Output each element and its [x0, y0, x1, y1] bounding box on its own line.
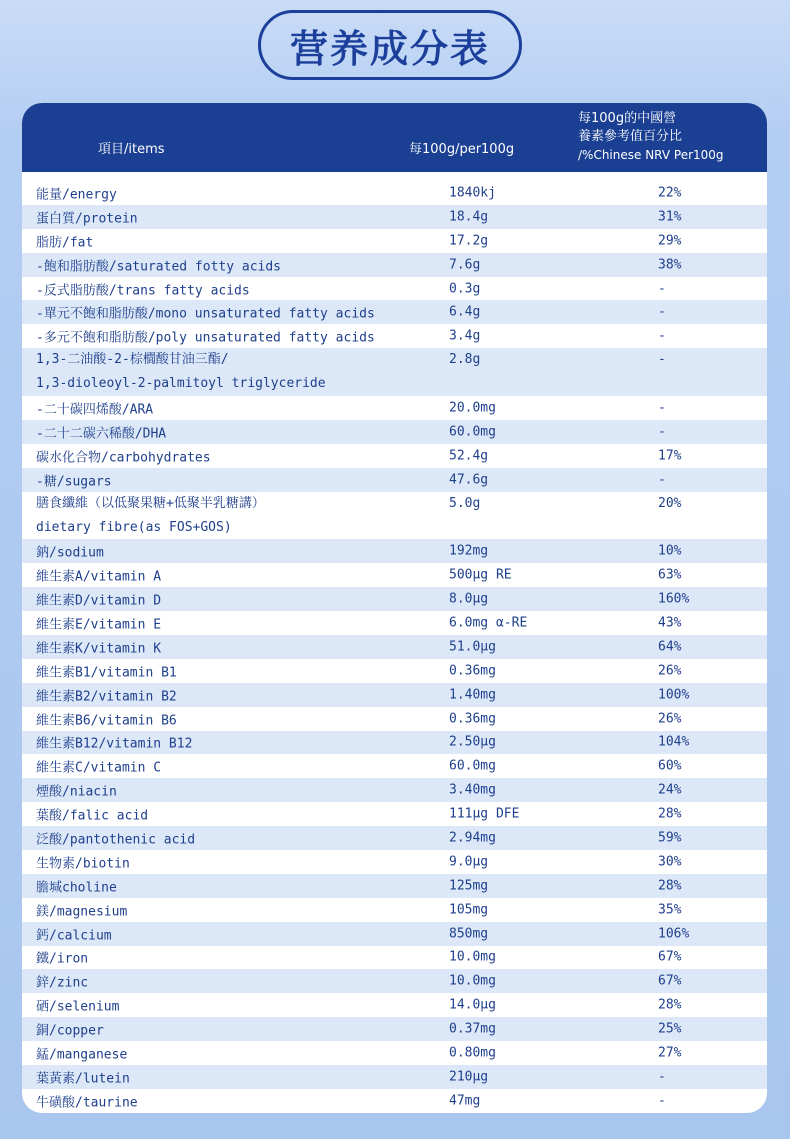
row-item-label: 1,3-二油酸-2-棕櫚酸甘油三酯/: [36, 352, 229, 368]
row-item-label: -糖/sugars: [36, 474, 112, 490]
header-per100g: 每100g/per100g: [409, 142, 515, 157]
row-nrv: -: [658, 424, 666, 440]
row-item: [36, 446, 211, 465]
row-item-label: 維生素B6/vitamin B6: [36, 713, 177, 729]
table-row: [22, 277, 767, 301]
table-row: [22, 587, 767, 611]
row-nrv: -: [658, 1093, 666, 1109]
row-value: 51.0μg: [449, 639, 496, 655]
row-item-label-en: 1,3-dioleoyl-2-palmitoyl triglyceride: [36, 376, 326, 392]
table-row: [22, 205, 767, 229]
header-nrv-line3: /%Chinese NRV Per100g: [578, 148, 724, 162]
row-item: [36, 348, 326, 396]
row-nrv: 106%: [658, 926, 690, 942]
row-item-label: 硒/selenium: [36, 999, 120, 1015]
row-value: 3.40mg: [449, 782, 496, 798]
row-item-label: -飽和脂肪酸/saturated fotty acids: [36, 259, 282, 275]
row-item: [36, 327, 375, 346]
row-item-label: 錳/manganese: [36, 1047, 128, 1063]
table-row: [22, 922, 767, 946]
row-nrv: 31%: [658, 209, 682, 225]
row-nrv: 43%: [658, 615, 682, 631]
row-value: 0.36mg: [449, 711, 496, 727]
table-body: [22, 181, 767, 1113]
table-row: [22, 253, 767, 277]
row-item-label: -二十二碳六稀酸/DHA: [36, 426, 167, 442]
row-item: [36, 948, 88, 967]
table-row: [22, 635, 767, 659]
row-value: 6.0mg α-RE: [449, 615, 528, 631]
row-item: [36, 492, 265, 540]
table-row: [22, 611, 767, 635]
row-value: 105mg: [449, 902, 489, 918]
row-value: 18.4g: [449, 209, 489, 225]
row-item: [36, 614, 161, 633]
row-value: 0.80mg: [449, 1045, 496, 1061]
table-row: [22, 754, 767, 778]
row-item: [36, 279, 250, 298]
row-item-label: 維生素C/vitamin C: [36, 760, 162, 776]
row-nrv: -: [658, 304, 666, 320]
row-value: 0.3g: [449, 281, 481, 296]
row-value: 14.0μg: [449, 997, 496, 1013]
row-value: 10.0mg: [449, 973, 496, 989]
row-item-label: 牛磺酸/taurine: [36, 1095, 138, 1111]
row-nrv: -: [658, 400, 666, 416]
row-item-label: 鎂/magnesium: [36, 904, 128, 920]
table-row: [22, 1089, 767, 1113]
row-item-label: 維生素D/vitamin D: [36, 593, 162, 609]
row-value: 850mg: [449, 926, 489, 942]
row-nrv: 27%: [658, 1045, 682, 1061]
row-nrv: -: [658, 352, 666, 368]
row-item-label: 蛋白質/protein: [36, 211, 138, 227]
row-item-label: 膽堿choline: [36, 880, 117, 896]
row-item-label: 銅/copper: [36, 1023, 104, 1039]
row-nrv: 104%: [658, 734, 690, 750]
row-item-label: 煙酸/niacin: [36, 784, 117, 800]
row-nrv: -: [658, 472, 666, 488]
row-nrv: 28%: [658, 997, 682, 1013]
row-value: 125mg: [449, 878, 489, 894]
row-item-label: 維生素B2/vitamin B2: [36, 689, 177, 705]
table-row: [22, 492, 767, 540]
row-item: [36, 1020, 104, 1039]
row-item-label: 維生素E/vitamin E: [36, 617, 162, 633]
table-row: [22, 969, 767, 993]
row-nrv: 29%: [658, 233, 682, 249]
header-nrv-line1: 每100g的中國營: [578, 111, 677, 126]
row-nrv: 28%: [658, 806, 682, 822]
table-row: [22, 1065, 767, 1089]
row-item: [36, 566, 161, 585]
row-nrv: 160%: [658, 591, 690, 607]
row-nrv: 22%: [658, 185, 682, 201]
row-value: 10.0mg: [449, 949, 496, 965]
table-row: [22, 1017, 767, 1041]
row-item-label: 維生素K/vitamin K: [36, 641, 162, 657]
row-item-label: 脂肪/fat: [36, 235, 94, 251]
row-item: [36, 757, 161, 776]
table-row: [22, 850, 767, 874]
row-item: [36, 733, 192, 752]
row-item: [36, 900, 127, 919]
table-row: [22, 778, 767, 802]
table-row: [22, 993, 767, 1017]
row-nrv: 63%: [658, 567, 682, 583]
row-item: [36, 876, 117, 895]
table-row: [22, 468, 767, 492]
row-nrv: 24%: [658, 782, 682, 798]
row-item-label-en: dietary fibre(as FOS+GOS): [36, 519, 232, 535]
row-item-label: 葉黃素/lutein: [36, 1071, 130, 1087]
row-value: 192mg: [449, 543, 489, 559]
row-nrv: 38%: [658, 257, 682, 273]
table-row: [22, 420, 767, 444]
table-row: [22, 396, 767, 420]
row-item-label: 碳水化合物/carbohydrates: [36, 450, 211, 466]
row-item: [36, 1067, 130, 1086]
row-item-label: -二十碳四烯酸/ARA: [36, 402, 154, 418]
row-item: [36, 470, 112, 489]
row-item: [36, 685, 177, 704]
table-row: [22, 563, 767, 587]
table-row: [22, 731, 767, 755]
row-value: 47mg: [449, 1093, 481, 1109]
row-item-label: 膳食纖維（以低聚果糖+低聚半乳糖講）: [36, 495, 265, 511]
row-nrv: 30%: [658, 854, 682, 870]
table-row: [22, 300, 767, 324]
row-item: [36, 590, 161, 609]
table-row: [22, 181, 767, 205]
row-item-label: 鐵/iron: [36, 951, 89, 967]
table-row: [22, 874, 767, 898]
row-item-label: 維生素A/vitamin A: [36, 569, 162, 585]
row-value: 7.6g: [449, 257, 481, 273]
row-item-label: -多元不飽和脂肪酸/poly unsaturated fatty acids: [36, 330, 375, 346]
row-item: [36, 398, 153, 417]
row-nrv: 100%: [658, 687, 690, 703]
row-item: [36, 207, 138, 226]
header-nrv-line2: 養素參考值百分比: [578, 129, 683, 144]
row-value: 60.0mg: [449, 424, 496, 440]
table-header: [22, 103, 767, 172]
table-row: [22, 348, 767, 396]
row-nrv: 25%: [658, 1021, 682, 1037]
row-value: 0.36mg: [449, 663, 496, 679]
nutrition-table: [22, 103, 767, 1113]
row-value: 210μg: [449, 1069, 489, 1085]
row-value: 2.94mg: [449, 830, 496, 846]
row-item: [36, 781, 117, 800]
row-value: 47.6g: [449, 472, 489, 488]
row-nrv: 20%: [658, 495, 682, 511]
row-item-label: -單元不飽和脂肪酸/mono unsaturated fatty acids: [36, 306, 375, 322]
row-value: 3.4g: [449, 328, 481, 344]
table-row: [22, 659, 767, 683]
row-item-label: 鋅/zinc: [36, 975, 89, 991]
table-row: [22, 946, 767, 970]
table-row: [22, 898, 767, 922]
row-value: 1.40mg: [449, 687, 496, 703]
row-item: [36, 972, 88, 991]
row-item: [36, 637, 161, 656]
row-item-label: 葉酸/falic acid: [36, 808, 149, 824]
row-item-label: 維生素B1/vitamin B1: [36, 665, 177, 681]
row-value: 9.0μg: [449, 854, 489, 870]
row-item: [36, 1044, 127, 1063]
row-value: 2.8g: [449, 352, 481, 368]
row-nrv: 64%: [658, 639, 682, 655]
row-nrv: 67%: [658, 973, 682, 989]
row-item: [36, 255, 281, 274]
row-item-label: 鈣/calcium: [36, 928, 112, 944]
row-value: 52.4g: [449, 448, 489, 464]
table-row: [22, 324, 767, 348]
row-value: 8.0μg: [449, 591, 489, 607]
row-item: [36, 852, 130, 871]
row-nrv: -: [658, 328, 666, 344]
row-item: [36, 709, 177, 728]
row-nrv: 60%: [658, 758, 682, 774]
row-nrv: -: [658, 281, 666, 296]
row-item: [36, 303, 375, 322]
table-row: [22, 539, 767, 563]
row-nrv: 28%: [658, 878, 682, 894]
row-value: 60.0mg: [449, 758, 496, 774]
row-item-label: 能量/energy: [36, 187, 117, 203]
header-nrv: [578, 110, 724, 164]
row-value: 0.37mg: [449, 1021, 496, 1037]
row-item: [36, 422, 166, 441]
row-item: [36, 542, 104, 561]
row-item-label: 鈉/sodium: [36, 545, 104, 561]
row-value: 20.0mg: [449, 400, 496, 416]
row-value: 111μg DFE: [449, 806, 520, 822]
row-nrv: 17%: [658, 448, 682, 464]
row-value: 6.4g: [449, 304, 481, 320]
table-row: [22, 707, 767, 731]
row-nrv: 26%: [658, 711, 682, 727]
row-nrv: 26%: [658, 663, 682, 679]
row-item: [36, 183, 117, 202]
row-item: [36, 829, 195, 848]
row-item: [36, 231, 93, 250]
table-row: [22, 1041, 767, 1065]
row-item: [36, 1091, 138, 1110]
row-nrv: 67%: [658, 949, 682, 965]
page-title: 营养成分表: [258, 10, 522, 80]
row-nrv: 59%: [658, 830, 682, 846]
table-row: [22, 802, 767, 826]
table-row: [22, 683, 767, 707]
row-item-label: 維生素B12/vitamin B12: [36, 736, 193, 752]
row-item: [36, 996, 119, 1015]
row-value: 17.2g: [449, 233, 489, 249]
row-item-label: 生物素/biotin: [36, 856, 130, 872]
row-item: [36, 924, 112, 943]
table-row: [22, 826, 767, 850]
row-nrv: 35%: [658, 902, 682, 918]
row-value: 2.50μg: [449, 734, 496, 750]
row-nrv: -: [658, 1069, 666, 1085]
header-items: 項目/items: [98, 142, 165, 157]
row-item-label: 泛酸/pantothenic acid: [36, 832, 196, 848]
row-item: [36, 805, 148, 824]
row-item: [36, 661, 177, 680]
table-row: [22, 229, 767, 253]
row-value: 1840kj: [449, 185, 496, 201]
row-value: 5.0g: [449, 495, 481, 511]
row-nrv: 10%: [658, 543, 682, 559]
row-item-label: -反式脂肪酸/trans fatty acids: [36, 283, 250, 298]
table-row: [22, 444, 767, 468]
row-value: 500μg RE: [449, 567, 512, 583]
